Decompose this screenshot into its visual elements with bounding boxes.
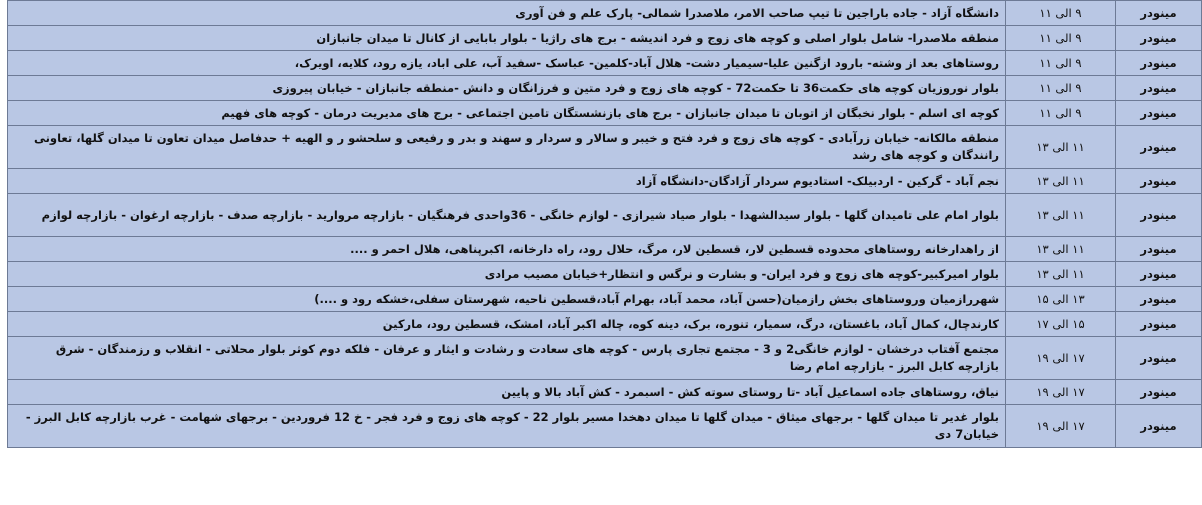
table-row [8, 262, 1202, 287]
area-cell: مجتمع آفتاب درخشان - لوازم خانگی2 و 3 - مجتمع تجاری پارس - کوچه های سعادت و رشادت و ایثار و عرفان - فلکه دوم کوثر بلوار محلاتی - انقلاب و رزمندگان - شرق بازارچه کابل البرز - بازارچه امام رضا [8, 337, 1006, 380]
time-cell: ۹ الی ۱۱ [1006, 101, 1116, 126]
area-cell: بلوار نوروزیان کوچه های حکمت36 تا حکمت72 - کوچه های زوج و فرد متین و فرزانگان و دانش -منطقه جانبازان - خیابان پیروزی [8, 76, 1006, 101]
table-row [8, 26, 1202, 51]
table-row [8, 312, 1202, 337]
company-cell: مینودر [1116, 287, 1202, 312]
table-row [8, 51, 1202, 76]
time-cell: ۹ الی ۱۱ [1006, 26, 1116, 51]
time-cell: ۱۱ الی ۱۳ [1006, 194, 1116, 237]
time-cell: ۱۱ الی ۱۳ [1006, 126, 1116, 169]
area-cell: بلوار امیرکبیر-کوچه های زوج و فرد ایران- و بشارت و نرگس و انتظار+خیابان مصیب مرادی [8, 262, 1006, 287]
company-cell: مینودر [1116, 194, 1202, 237]
company-cell: مینودر [1116, 126, 1202, 169]
time-cell: ۱۳ الی ۱۵ [1006, 287, 1116, 312]
table-row [8, 126, 1202, 169]
area-cell: نجم آباد - گرکین - اردبیلک- استادیوم سردار آزادگان-دانشگاه آزاد [8, 169, 1006, 194]
company-cell: مینودر [1116, 101, 1202, 126]
company-cell: مینودر [1116, 237, 1202, 262]
area-cell: نیاق، روستاهای جاده اسماعیل آباد -تا روستای سوته کش - اسبمرد - کش آباد بالا و پایین [8, 380, 1006, 405]
company-cell: مینودر [1116, 380, 1202, 405]
time-cell: ۱۱ الی ۱۳ [1006, 237, 1116, 262]
time-cell: ۱۷ الی ۱۹ [1006, 380, 1116, 405]
table-row [8, 76, 1202, 101]
time-cell: ۱۷ الی ۱۹ [1006, 337, 1116, 380]
table-row [8, 194, 1202, 237]
area-cell: کوچه ای اسلم - بلوار نخبگان از اتوبان تا میدان جانبازان - برج های بازنشستگان تامین اجتماعی - برج های مدیریت درمان - کوچه های فهیم [8, 101, 1006, 126]
company-cell: مینودر [1116, 51, 1202, 76]
time-cell: ۹ الی ۱۱ [1006, 51, 1116, 76]
company-cell: مینودر [1116, 1, 1202, 26]
area-cell: دانشگاه آزاد - جاده باراجین تا تیپ صاحب الامر، ملاصدرا شمالی- پارک علم و فن آوری [8, 1, 1006, 26]
area-cell: شهررازمیان وروستاهای بخش رازمیان(حسن آباد، محمد آباد، بهرام آباد،قسطین ناحیه، شهرستان سفلی،خشکه رود و ....) [8, 287, 1006, 312]
table-row [8, 101, 1202, 126]
table-row [8, 1, 1202, 26]
company-cell: مینودر [1116, 405, 1202, 448]
table-row [8, 337, 1202, 380]
company-cell: مینودر [1116, 262, 1202, 287]
area-cell: کارندچال، کمال آباد، باغستان، درگ، سمیار، تنوره، برک، دینه کوه، چاله اکبر آباد، امشک، قسطین رود، مارکین [8, 312, 1006, 337]
company-cell: مینودر [1116, 312, 1202, 337]
area-cell: بلوار امام علی تامیدان گلها - بلوار سیدالشهدا - بلوار صیاد شیرازی - لوازم خانگی - 36واحدی فرهنگیان - بازارچه مروارید - بازارچه صدف - بازارچه ارغوان - بازارچه لوازم [8, 194, 1006, 237]
time-cell: ۱۷ الی ۱۹ [1006, 405, 1116, 448]
time-cell: ۱۱ الی ۱۳ [1006, 169, 1116, 194]
time-cell: ۹ الی ۱۱ [1006, 76, 1116, 101]
table-row [8, 405, 1202, 448]
table-row [8, 287, 1202, 312]
area-cell: منطقه ملاصدرا- شامل بلوار اصلی و کوچه های زوج و فرد اندیشه - برج های راژیا - بلوار بابایی از کانال تا میدان جانبازان [8, 26, 1006, 51]
table-row [8, 169, 1202, 194]
time-cell: ۱۱ الی ۱۳ [1006, 262, 1116, 287]
area-cell: روستاهای بعد از وشته- بارود ازگنین علیا-سیمیار دشت- هلال آباد-کلمین- عباسک -سفید آب، علی اباد، یازه رود، کلایه، اویرک، [8, 51, 1006, 76]
company-cell: مینودر [1116, 26, 1202, 51]
table-row [8, 380, 1202, 405]
outage-schedule-table [7, 0, 1202, 448]
time-cell: ۱۵ الی ۱۷ [1006, 312, 1116, 337]
area-cell: منطقه مالکانه- خیابان زرآبادی - کوچه های زوج و فرد فتح و خیبر و سالار و سردار و سهند و بدر و رفیعی و سلحشو ر و الهیه + حدفاصل میدان تعاون تا میدان گلها، تعاونی رانندگان و کوچه های رشد [8, 126, 1006, 169]
area-cell: از راهدارخانه روستاهای محدوده قسطین لار، قسطین لار، مرگ، حلال رود، راه دارخانه، اکبرپناهی، هلال احمر و .... [8, 237, 1006, 262]
time-cell: ۹ الی ۱۱ [1006, 1, 1116, 26]
table-row [8, 237, 1202, 262]
company-cell: مینودر [1116, 169, 1202, 194]
company-cell: مینودر [1116, 337, 1202, 380]
area-cell: بلوار غدیر تا میدان گلها - برجهای میثاق - میدان گلها تا میدان دهخدا مسیر بلوار 22 - کوچه های زوج و فرد فجر - خ 12 فروردین - برجهای شهامت - غرب بازارچه کابل البرز - خیابان7 دی [8, 405, 1006, 448]
company-cell: مینودر [1116, 76, 1202, 101]
